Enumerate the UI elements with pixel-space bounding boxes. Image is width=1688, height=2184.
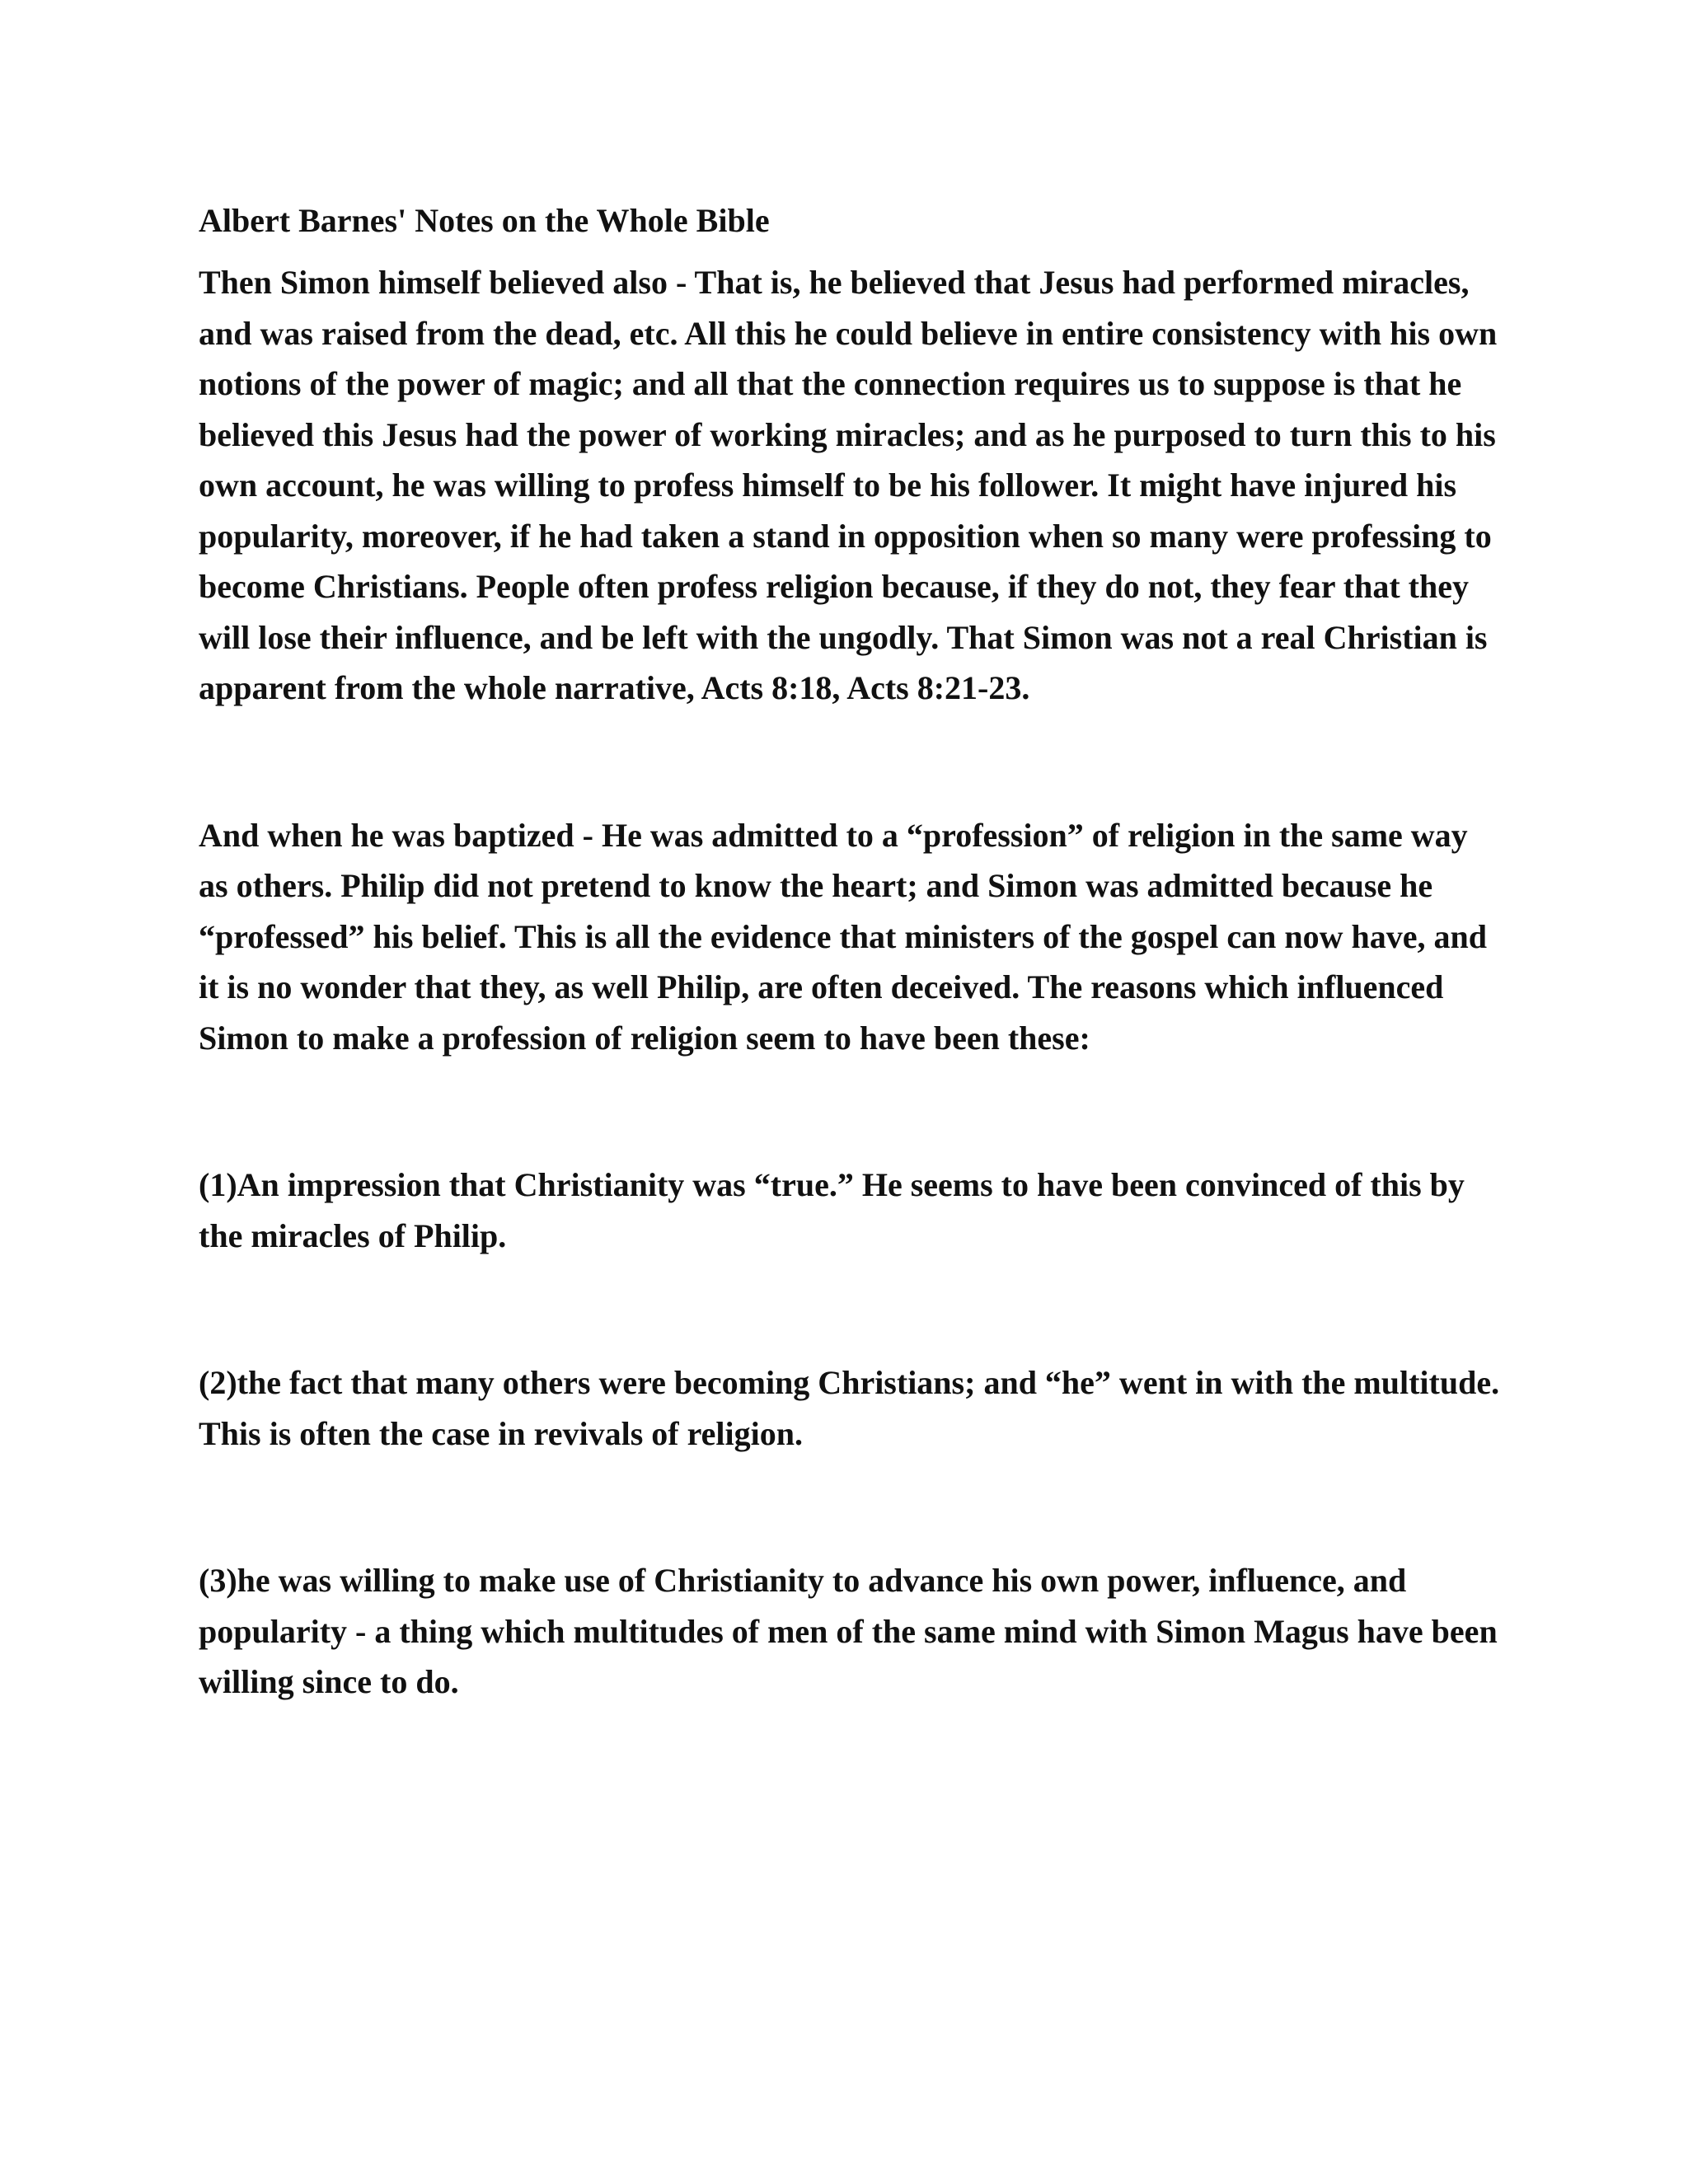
document-heading: Albert Barnes' Notes on the Whole Bible — [199, 202, 770, 239]
paragraph-baptized: And when he was baptized - He was admitted to a “profession” of religion in the same way as others. Philip did not pretend to know the heart; and Simon was admitted because he “professed” his belief. This is all the evidence that ministers of the gospel can now have, and it is no wonder that they, as well Philip, are often deceived. The reasons which influenced Simon to make a profession of religion seem to have been these: — [199, 816, 1488, 1057]
paragraph-simon-believed: Then Simon himself believed also - That is, he believed that Jesus had performed miracles, and was raised from the dead, etc. All this he could believe in entire consistency with his own notions of the power of magic; and all that the connection requires us to suppose is that he believed this Jesus had the power of working miracles; and as he purposed to turn this to his own account, he was willing to profess himself to be his follower. It might have injured his popularity, moreover, if he had taken a stand in opposition when so many were professing to become Christians. People often profess religion because, if they do not, they fear that they will lose their influence, and be left with the ungodly. That Simon was not a real Christian is apparent from the whole narrative, Acts 8:18, Acts 8:21-23. — [199, 264, 1498, 706]
paragraph-reason-1: (1)An impression that Christianity was “true.” He seems to have been convinced of this by the miracles of Philip. — [199, 1166, 1465, 1254]
paragraph-reason-3: (3)he was willing to make use of Christianity to advance his own power, influence, and popularity - a thing which multitudes of men of the same mind with Simon Magus have been willing since to do. — [199, 1562, 1498, 1700]
document-body — [199, 196, 1501, 1708]
paragraph-reason-2: (2)the fact that many others were becoming Christians; and “he” went in with the multitude. This is often the case in revivals of religion. — [199, 1364, 1500, 1452]
